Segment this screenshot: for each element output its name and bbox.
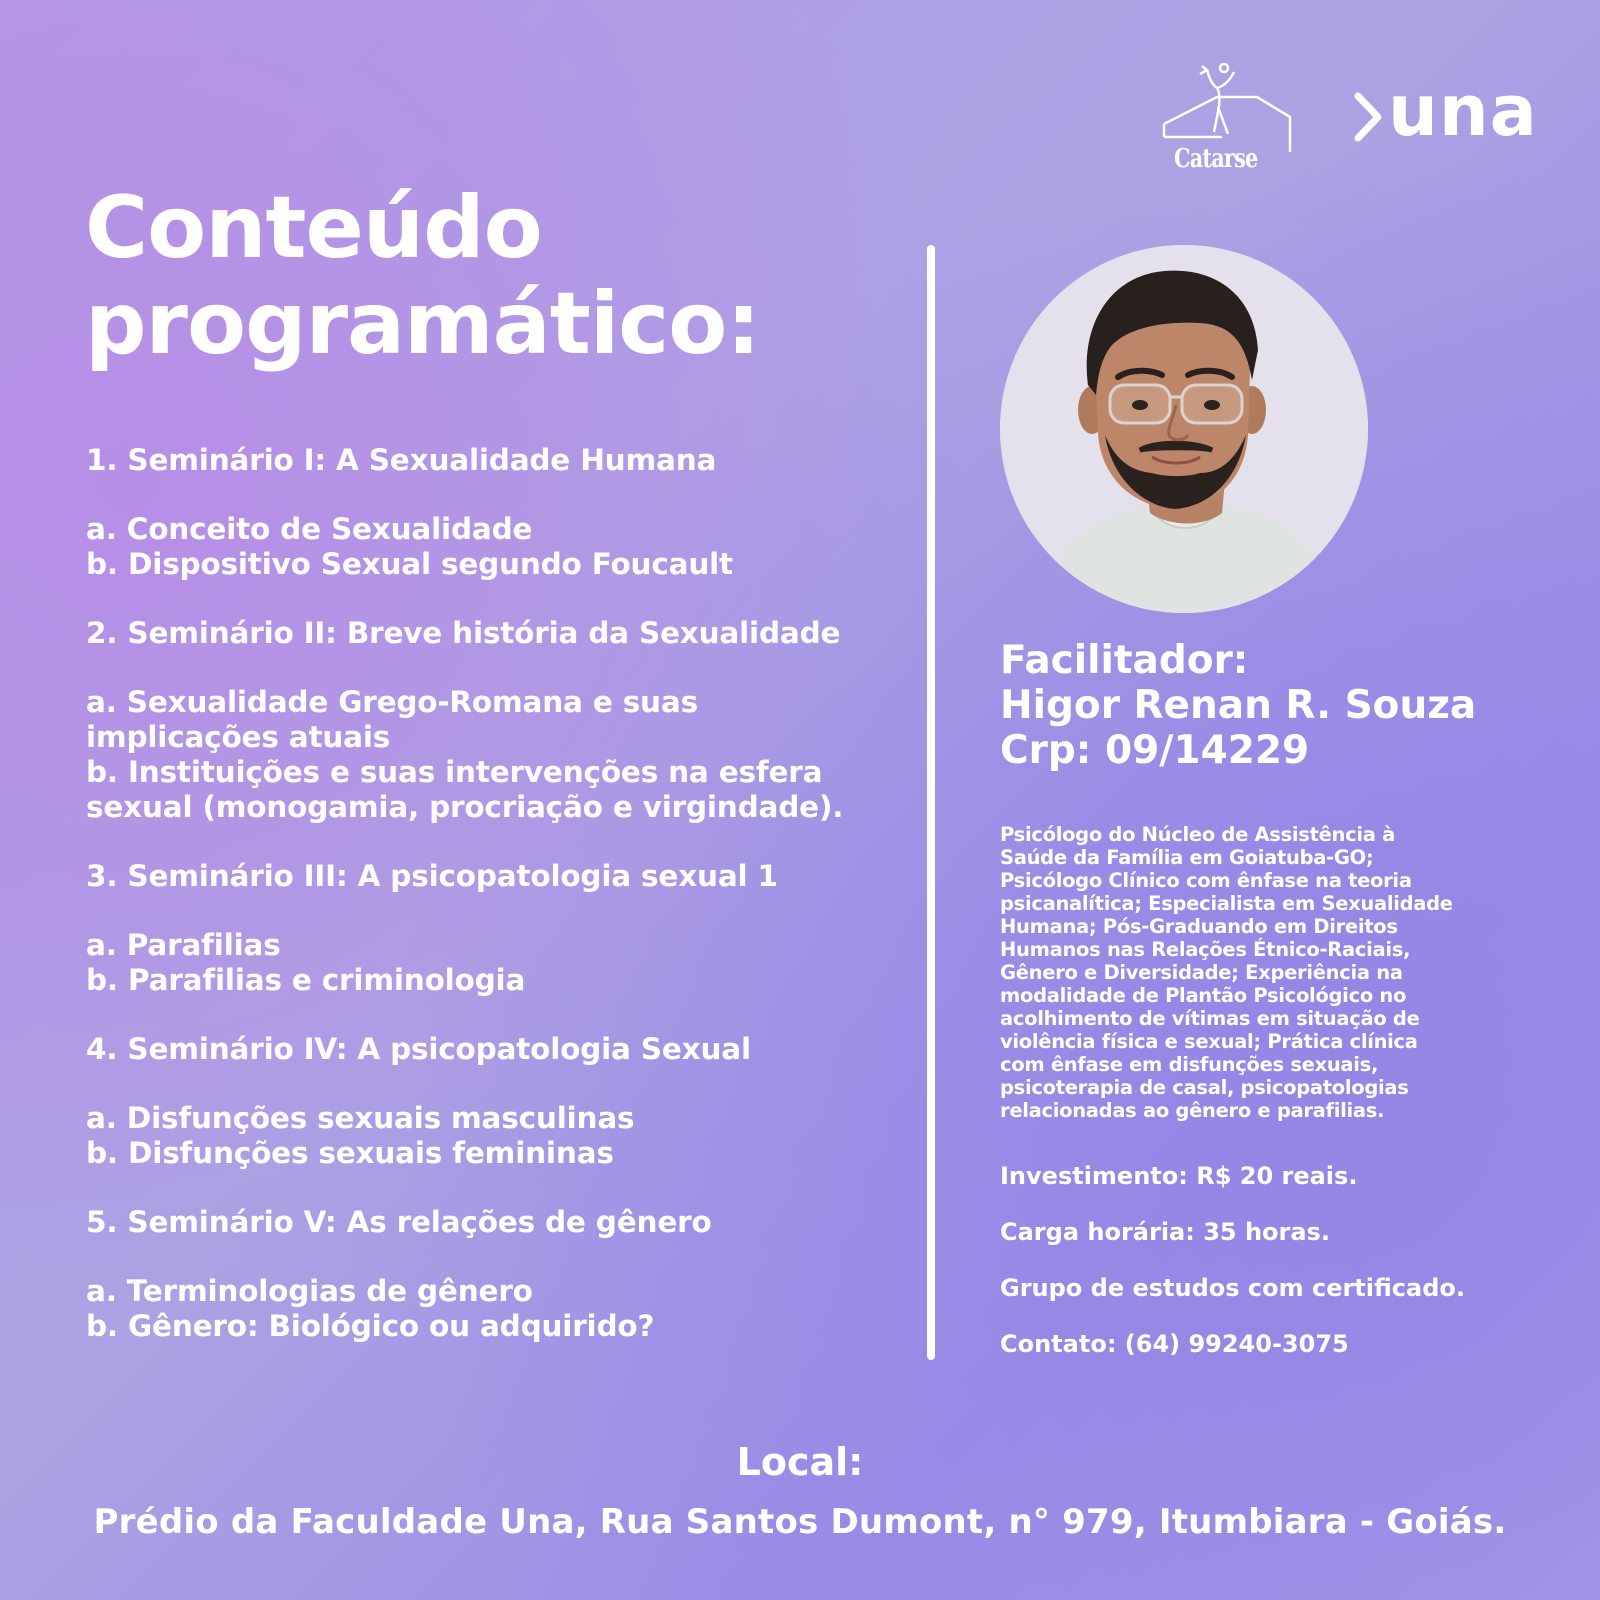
vertical-divider (927, 245, 935, 1360)
program-line: b. Parafilias e criminologia (86, 963, 526, 997)
program-line: implicações atuais (86, 720, 391, 754)
program-line: b. Dispositivo Sexual segundo Foucault (86, 547, 733, 581)
program-line: a. Conceito de Sexualidade (86, 512, 533, 546)
facilitator-crp: Crp: 09/14229 (1000, 728, 1310, 773)
una-logo (1350, 70, 1538, 152)
program-line: 5. Seminário V: As relações de gênero (86, 1205, 712, 1239)
program-line: a. Sexualidade Grego-Romana e suas (86, 685, 698, 719)
facilitator-block (1000, 638, 1476, 773)
bio-line: relacionadas ao gênero e parafilias. (1000, 1099, 1385, 1122)
program-spacer (86, 651, 906, 685)
contact-text: Contato: (64) 99240-3075 (1000, 1330, 1349, 1358)
course-info (1000, 1162, 1465, 1386)
facilitator-bio (1000, 823, 1520, 1122)
catarse-name: Catarse (1174, 144, 1258, 174)
title-line-1: Conteúdo (85, 178, 542, 278)
bio-line: Saúde da Família em Goiatuba-GO; (1000, 846, 1374, 869)
location-address: Prédio da Faculdade Una, Rua Santos Dumont, n° 979, Itumbiara - Goiás. (93, 1502, 1507, 1542)
facilitator-heading: Facilitador: (1000, 638, 1249, 683)
bio-line: com ênfase em disfunções sexuais, (1000, 1053, 1379, 1076)
program-line: a. Terminologias de gênero (86, 1274, 533, 1308)
program-spacer (86, 998, 906, 1032)
bio-line: violência física e sexual; Prática clínica (1000, 1030, 1418, 1053)
certificate-text: Grupo de estudos com certificado. (1000, 1274, 1465, 1302)
page-title (85, 180, 760, 372)
program-spacer (86, 1240, 906, 1274)
program-line: sexual (monogamia, procriação e virgindade). (86, 790, 844, 824)
location-heading: Local: (736, 1440, 864, 1484)
program-line: 4. Seminário IV: A psicopatologia Sexual (86, 1032, 751, 1066)
program-line: 3. Seminário III: A psicopatologia sexual 1 (86, 859, 778, 893)
program-spacer (86, 478, 906, 512)
chevron-right-icon (1350, 82, 1390, 152)
facilitator-photo (1000, 245, 1368, 613)
investment-text: Investimento: R$ 20 reais. (1000, 1162, 1358, 1190)
title-line-2: programático: (85, 274, 760, 374)
hours-text: Carga horária: 35 horas. (1000, 1218, 1330, 1246)
program-content (86, 443, 906, 1344)
bio-line: modalidade de Plantão Psicológico no (1000, 984, 1407, 1007)
program-line: a. Parafilias (86, 928, 281, 962)
bio-line: Gênero e Diversidade; Experiência na (1000, 961, 1403, 984)
bio-line: Humanos nas Relações Étnico-Raciais, (1000, 938, 1411, 961)
logos (1150, 62, 1538, 182)
program-line: b. Instituições e suas intervenções na esfera (86, 755, 823, 789)
bio-line: Humana; Pós-Graduando em Direitos (1000, 915, 1398, 938)
bio-line: psicoterapia de casal, psicopatologias (1000, 1076, 1409, 1099)
bio-line: psicanalítica; Especialista em Sexualidade (1000, 892, 1453, 915)
program-line: b. Disfunções sexuais femininas (86, 1136, 614, 1170)
program-line: a. Disfunções sexuais masculinas (86, 1101, 635, 1135)
program-spacer (86, 1171, 906, 1205)
facilitator-name: Higor Renan R. Souza (1000, 683, 1477, 728)
bio-line: Psicólogo do Núcleo de Assistência à (1000, 823, 1395, 846)
catarse-dancer-icon (1162, 62, 1312, 152)
facilitator-portrait (1000, 245, 1368, 613)
program-spacer (86, 894, 906, 928)
bio-line: acolhimento de vítimas em situação de (1000, 1007, 1420, 1030)
bio-line: Psicólogo Clínico com ênfase na teoria (1000, 869, 1412, 892)
catarse-logo (1162, 62, 1312, 182)
program-line: 2. Seminário II: Breve história da Sexualidade (86, 616, 841, 650)
program-spacer (86, 825, 906, 859)
una-wordmark: una (1388, 70, 1538, 152)
program-line: b. Gênero: Biológico ou adquirido? (86, 1309, 655, 1343)
program-line: 1. Seminário I: A Sexualidade Humana (86, 443, 717, 477)
program-spacer (86, 582, 906, 616)
program-spacer (86, 1067, 906, 1101)
